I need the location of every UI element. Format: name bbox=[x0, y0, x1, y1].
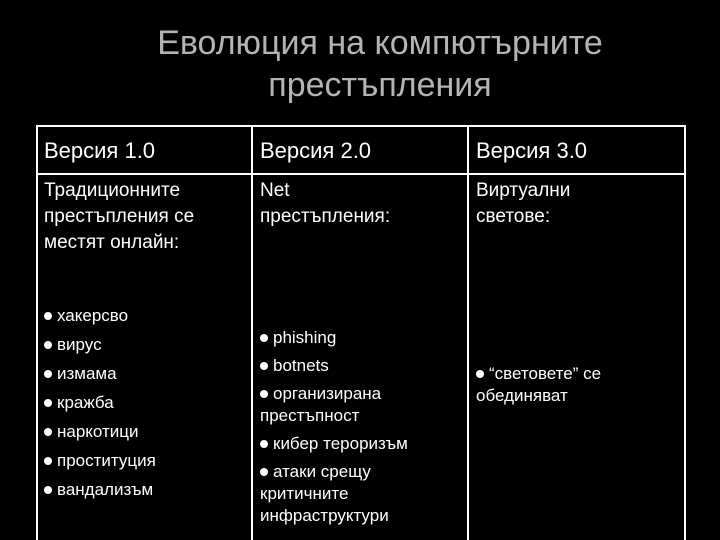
bullet-dot-icon bbox=[44, 312, 52, 320]
column-intro-v1 bbox=[44, 178, 194, 256]
list-item: измама bbox=[44, 359, 156, 388]
crime-list-v3 bbox=[476, 363, 601, 407]
bullet-dot-icon bbox=[260, 334, 268, 342]
list-item: наркотици bbox=[44, 417, 156, 446]
list-item: кражба bbox=[44, 388, 156, 417]
bullet-dot-icon bbox=[44, 370, 52, 378]
intro-line: Виртуални bbox=[476, 180, 571, 201]
bullet-dot-icon bbox=[260, 362, 268, 370]
intro-line: светове: bbox=[476, 206, 551, 227]
title-line-1: Еволюция на компютърните bbox=[157, 24, 603, 62]
table-right-border bbox=[684, 125, 686, 540]
list-item: вирус bbox=[44, 330, 156, 359]
column-header-v2: Версия 2.0 bbox=[260, 138, 372, 163]
list-item: атаки срещу критичните инфраструктури bbox=[260, 462, 389, 525]
bullet-dot-icon bbox=[260, 390, 268, 398]
column-intro-v3 bbox=[476, 178, 570, 230]
crime-list-v2 bbox=[260, 327, 408, 533]
list-item: botnets bbox=[260, 355, 408, 377]
list-item: организирана престъпност bbox=[260, 384, 382, 425]
list-item: хакерсво bbox=[44, 301, 156, 330]
table-top-border bbox=[36, 125, 686, 127]
list-item: вандализъм bbox=[44, 475, 156, 504]
crime-list-v1 bbox=[44, 301, 156, 504]
intro-line: местят онлайн: bbox=[44, 232, 180, 253]
bullet-dot-icon bbox=[260, 440, 268, 448]
table-left-border bbox=[36, 125, 38, 540]
intro-line: Net bbox=[260, 180, 290, 201]
column-header-v1: Версия 1.0 bbox=[44, 138, 156, 163]
list-item: “световете” се обединяват bbox=[476, 364, 602, 405]
column-divider-1 bbox=[251, 125, 253, 540]
bullet-dot-icon bbox=[44, 341, 52, 349]
title-line-2: престъпления bbox=[268, 66, 492, 104]
bullet-dot-icon bbox=[44, 428, 52, 436]
list-item: проституция bbox=[44, 446, 156, 475]
intro-line: престъпления се bbox=[44, 206, 195, 227]
bullet-dot-icon bbox=[476, 370, 484, 378]
intro-line: Традиционните bbox=[44, 180, 181, 201]
column-intro-v2 bbox=[260, 178, 390, 230]
list-item: phishing bbox=[260, 327, 408, 349]
list-item: кибер тероризъм bbox=[260, 433, 408, 455]
column-header-v3: Версия 3.0 bbox=[476, 138, 588, 163]
column-divider-2 bbox=[467, 125, 469, 540]
bullet-dot-icon bbox=[44, 399, 52, 407]
intro-line: престъпления: bbox=[260, 206, 391, 227]
slide-title bbox=[40, 22, 720, 106]
bullet-dot-icon bbox=[260, 468, 268, 476]
table-header-divider bbox=[36, 173, 686, 175]
bullet-dot-icon bbox=[44, 457, 52, 465]
bullet-dot-icon bbox=[44, 486, 52, 494]
